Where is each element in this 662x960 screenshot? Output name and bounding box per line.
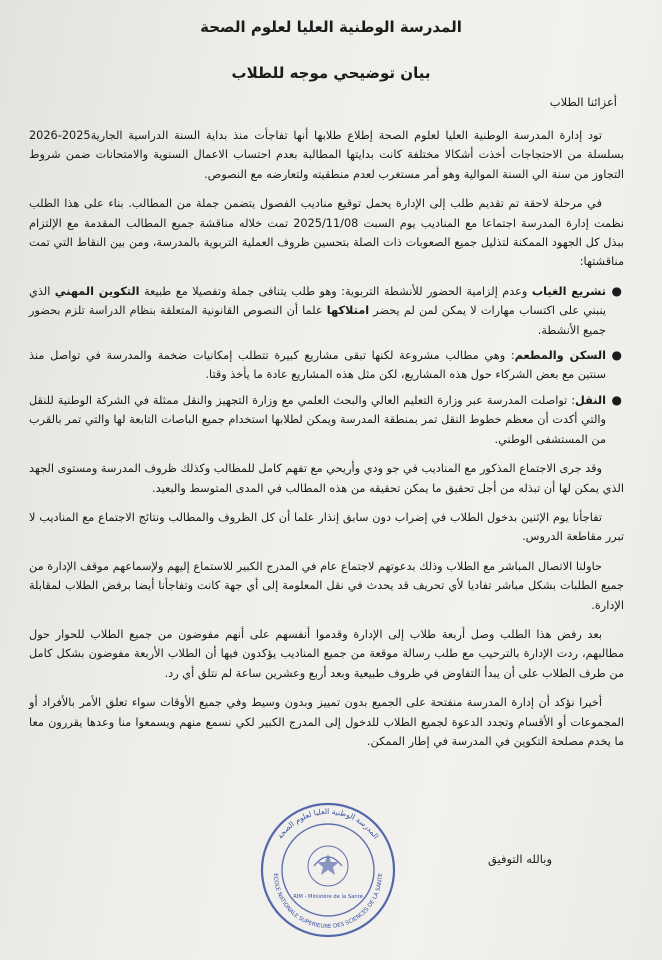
point-text: : تواصلت المدرسة عبر وزارة التعليم العالي والبحث العلمي مع وزارة التجهيز والنقل ممثلة في الشركة الوطنية للنقل والتي أكدت أن معظم خطوط النقل تمر بمنطقة المدرسة ويمكن لطلابها استخدام جميع الباصات التابعة لها والتي تمر بالقرب من المستشفى الوطني.	[29, 393, 606, 446]
point-emphasis: التكوين المهني	[54, 284, 140, 298]
point-title: تشريع الغياب	[531, 284, 606, 298]
paragraph-meeting-atmosphere: وقد جرى الاجتماع المذكور مع المناديب في جو ودي وأريحي مع تفهم كامل للمطالب وكذلك ظروف المدرسة ومستوى الجهد الذي يمكن لها أن تبذله من أجل تحقيق ما يمكن تحقيقه من هذه المطالب في المدى المتوسط والبعيد.	[29, 462, 624, 495]
salutation: أعزائنا الطلاب	[549, 95, 617, 109]
paragraph-meeting: في مرحلة لاحقة تم تقديم طلب إلى الإدارة يحمل توقيع مناديب الفصول يتضمن جملة من المطالب. بناء على هذا الطلب نظمت إدارة المدرسة اجتماعا مع المناديب يوم السبت 2025/11/08 تمت خلاله مناقشة جميع المطالب المقدمة مع الإلتزام ببذل كل الجهود الممكنة لتذليل جميع الصعوبات ذات الصلة بتحسين ظروف العملية التربوية بالمدرسة، ومن بين النقاط التي تمت مناقشتها:	[29, 197, 624, 269]
paragraph-delegates: بعد رفض هذا الطلب وصل أربعة طلاب إلى الإدارة وقدموا أنفسهم على أنهم مفوضون من جميع الطلاب للحوار حول مطالبهم، ردت الإدارة بالترحيب مع طلب رسالة موقعة من جميع المناديب يؤكدون فيها أن الطلاب الأربعة مفوضون بشكل كامل من طرف الطلاب على أن يبدأ التفاوض في ظروف طبيعية وبعد أربع وعشرين ساعة لم نتلق أي رد.	[29, 627, 624, 680]
paragraph-conclusion: أخيرا نؤكد أن إدارة المدرسة منفتحة على الجميع بدون تمييز وبدون وسيط وفي جميع الأوقات سواء تعلق الأمر بالأفراد أو المجموعات أو الأقسام وتجدد الدعوة لجميع الطلاب للدخول إلى المدرج الكبير لكي نسمع منهم ويسمعوا منا وعدها يقررون معا ما يخدم مصلحة التكوين في المدرسة في إطار الممكن.	[29, 696, 624, 748]
discussion-points-list	[29, 282, 624, 449]
stamp-text-inner: RIM - Ministère de la Santé	[293, 894, 363, 900]
paragraph-contact-attempt: حاولنا الاتصال المباشر مع الطلاب وذلك بدعوتهم لاجتماع عام في المدرج الكبير للاستماع إليهم ولإسماعهم موقف الإدارة من جميع الطلبات بشكل مباشر تفاديا لأي تحريف قد يحدث في نقل المعلومة إلى أي جهة كانت وتفاجأنا أيضا برفض الطلاب لمقابلة الإدارة.	[29, 559, 624, 612]
paragraph-intro: تود إدارة المدرسة الوطنية العليا لعلوم الصحة إطلاع طلابها أنها تفاجأت منذ بداية السنة الدراسية الجارية2025-2026 بسلسلة من الاحتجاجات أخذت أشكالا مختلفة كانت بدايتها المطالبة بعدم احتساب الاعمال السنوية والامتحانات ضمن شروط التجاوز من سنة الي السنة الموالية وهو أمر مستغرب لعدم منطقيته ولتعارضه مع النصوص.	[29, 129, 624, 181]
list-item-housing	[29, 346, 622, 385]
point-title: السكن والمطعم	[514, 349, 606, 363]
point-emphasis: امتلاكها	[326, 304, 370, 318]
paragraph-strike: تفاجأنا يوم الإثنين بدخول الطلاب في إضراب دون سابق إنذار علما أن كل الظروف والمطالب ونتائج الاجتماع مع المناديب لا تبرر مقاطعة الدروس.	[29, 510, 624, 544]
closing-phrase: وبالله التوفيق	[487, 852, 552, 866]
stamp-text-top: المدرسة الوطنية العليا لعلوم الصحة	[275, 806, 381, 841]
point-text: وعدم إلزامية الحضور للأنشطة التربوية: وهو طلب يتنافى جملة وتفصيلا مع طبيعة	[139, 284, 532, 298]
document-title: بيان توضيحي موجه للطلاب	[231, 64, 431, 82]
bullet-icon: ●	[611, 283, 622, 298]
point-text: : وهي مطالب مشروعة لكنها تبقى مشاريع كبيرة تتطلب إمكانيات ضخمة والمدرسة في تواصل منذ سنتين مع بعض الشركاء حول هذه المشاريع، لكن مثل هذه المشاريع عادة ما يأخذ وقتا.	[29, 349, 606, 382]
bullet-icon: ●	[611, 348, 622, 363]
official-stamp	[258, 800, 398, 940]
stamp-text-bottom: ECOLE NATIONALE SUPERIEURE DES SCIENCES DE LA SANTE	[271, 873, 385, 931]
bullet-icon: ●	[611, 392, 622, 407]
list-item-absence	[29, 282, 622, 340]
stamp-emblem-icon	[308, 846, 348, 886]
document-body	[29, 126, 624, 761]
school-name: المدرسة الوطنية العليا لعلوم الصحة	[200, 18, 462, 36]
list-item-transport	[29, 391, 622, 449]
point-text: علما أن النصوص القانونية المتعلقة بنظام الدراسة تلزم بحضور جميع الأنشطة.	[29, 304, 606, 337]
point-title: النقل	[575, 393, 606, 407]
point-text: الذي ينبني على اكتساب مهارات لا يمكن لمن لم يحضر	[29, 284, 606, 318]
